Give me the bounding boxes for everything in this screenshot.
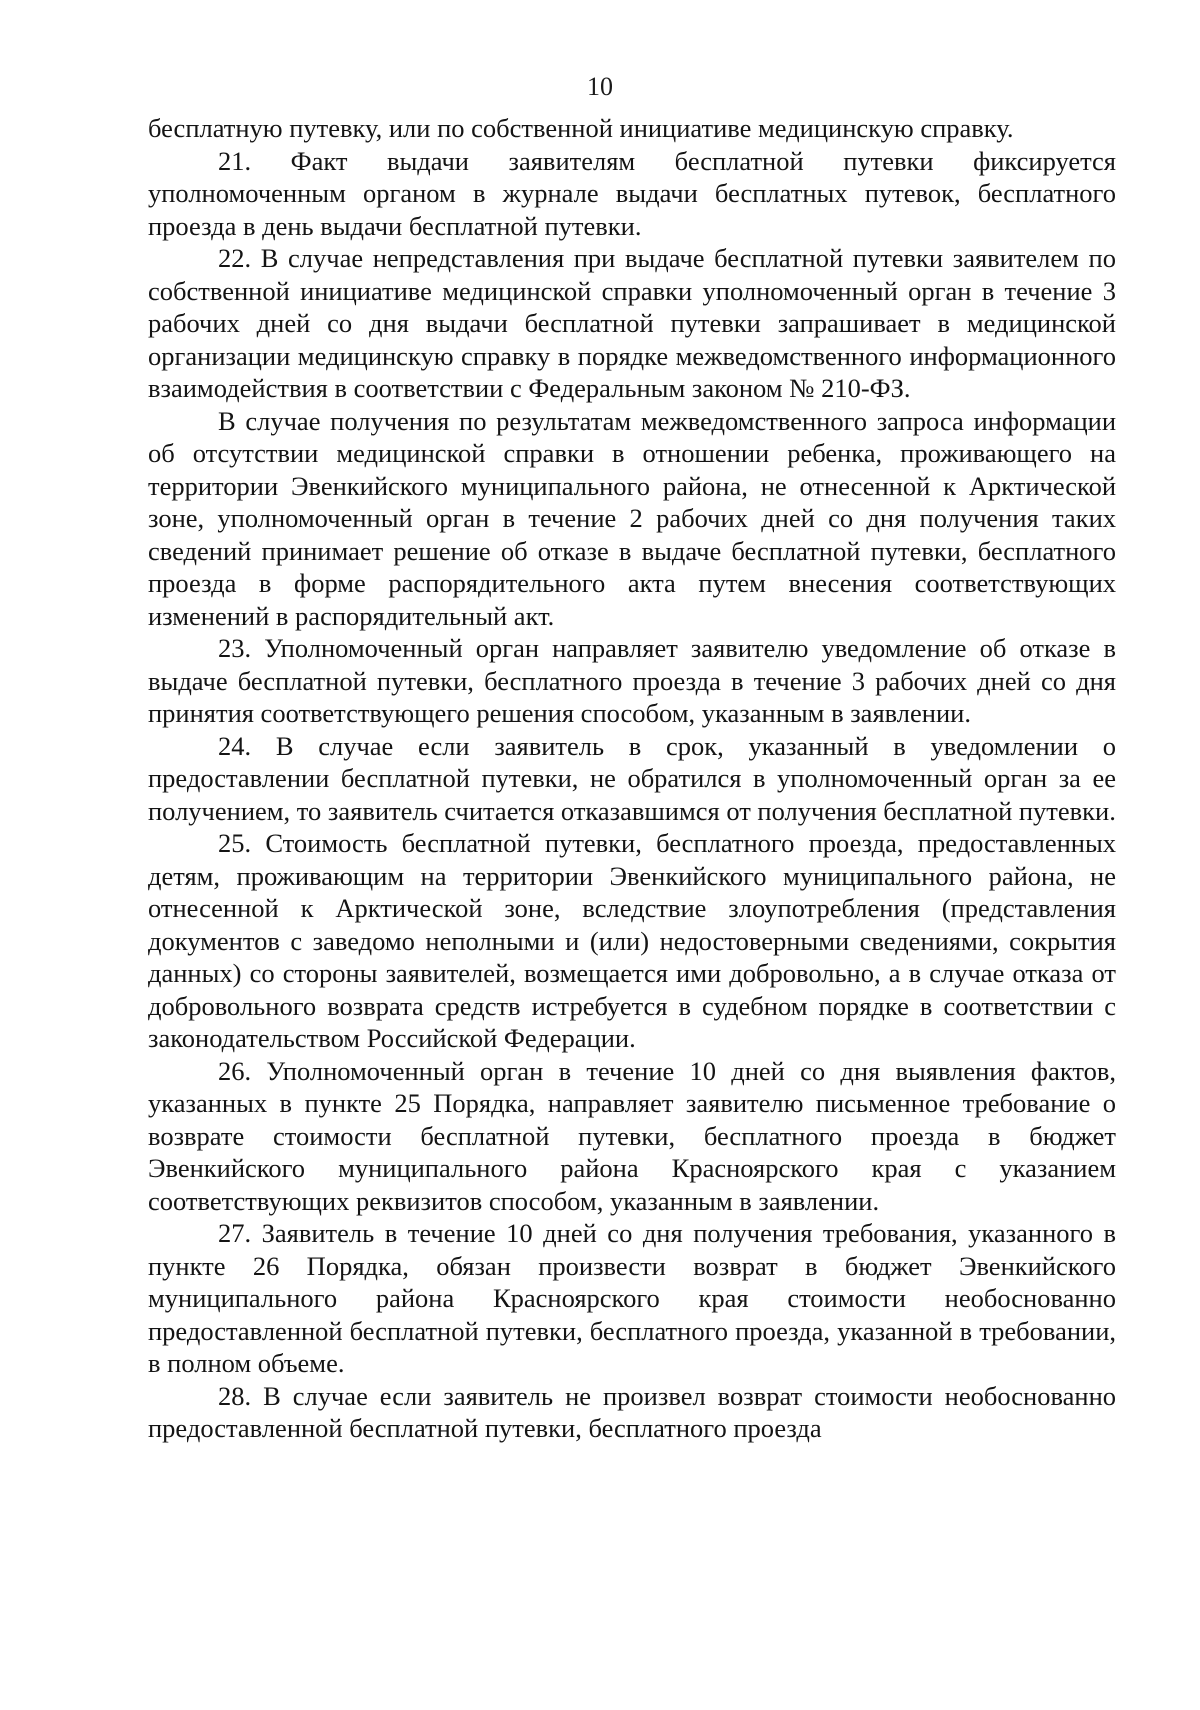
paragraph-21: 21. Факт выдачи заявителям бесплатной путевки фиксируется уполномоченным органом в журнале выдачи бесплатных путевок, бесплатного проезда в день выдачи бесплатной путевки. [148, 145, 1116, 241]
paragraph-22: 22. В случае непредставления при выдаче бесплатной путевки заявителем по собственной инициативе медицинской справки уполномоченный орган в течение 3 рабочих дней со дня выдачи бесплатной путевки запрашивает в медицинской организации медицинскую справку в порядке межведомственного информационного взаимодействия в соответствии с Федеральным законом № 210-ФЗ. [148, 243, 1116, 403]
paragraph-22-continued: В случае получения по результатам межведомственного запроса информации об отсутствии медицинской справки в отношении ребенка, проживающего на территории Эвенкийского муниципального района, не отнесенной к Арктической зоне, уполномоченный орган в течение 2 рабочих дней со дня получения таких сведений принимает решение об отказе в выдаче бесплатной путевки, бесплатного проезда в форме распорядительного акта путем внесения соответствующих изменений в распорядительный акт. [148, 405, 1116, 631]
paragraph-27: 27. Заявитель в течение 10 дней со дня получения требования, указанного в пункте 26 Порядка, обязан произвести возврат в бюджет Эвенкийского муниципального района Красноярского края стоимости необоснованно предоставленной бесплатной путевки, бесплатного проезда, указанной в требовании, в полном объеме. [148, 1218, 1116, 1378]
paragraph-25: 25. Стоимость бесплатной путевки, бесплатного проезда, предоставленных детям, проживающим на территории Эвенкийского муниципального района, не отнесенной к Арктической зоне, вследствие злоупотребления (представления документов с заведомо неполными и (или) недостоверными сведениями, сокрытия данных) со стороны заявителей, возмещается ими добровольно, а в случае отказа от добровольного возврата средств истребуется в судебном порядке в соответствии с законодательством Российской Федерации. [148, 828, 1116, 1053]
paragraph-24: 24. В случае если заявитель в срок, указанный в уведомлении о предоставлении бесплатной путевки, не обратился в уполномоченный орган за ее получением, то заявитель считается отказавшимся от получения бесплатной путевки. [148, 730, 1116, 826]
page-number: 10 [587, 72, 613, 101]
paragraph-28: 28. В случае если заявитель не произвел возврат стоимости необоснованно предоставленной бесплатной путевки, бесплатного проезда [148, 1380, 1116, 1443]
document-body [148, 112, 1116, 1445]
paragraph-continuation: бесплатную путевку, или по собственной инициативе медицинскую справку. [148, 113, 1014, 143]
paragraph-23: 23. Уполномоченный орган направляет заявителю уведомление об отказе в выдаче бесплатной путевки, бесплатного проезда в течение 3 рабочих дней со дня принятия соответствующего решения способом, указанным в заявлении. [148, 633, 1116, 728]
paragraph-26: 26. Уполномоченный орган в течение 10 дней со дня выявления фактов, указанных в пункте 25 Порядка, направляет заявителю письменное требование о возврате стоимости бесплатной путевки, бесплатного проезда в бюджет Эвенкийского муниципального района Красноярского края с указанием соответствующих реквизитов способом, указанным в заявлении. [148, 1055, 1116, 1216]
